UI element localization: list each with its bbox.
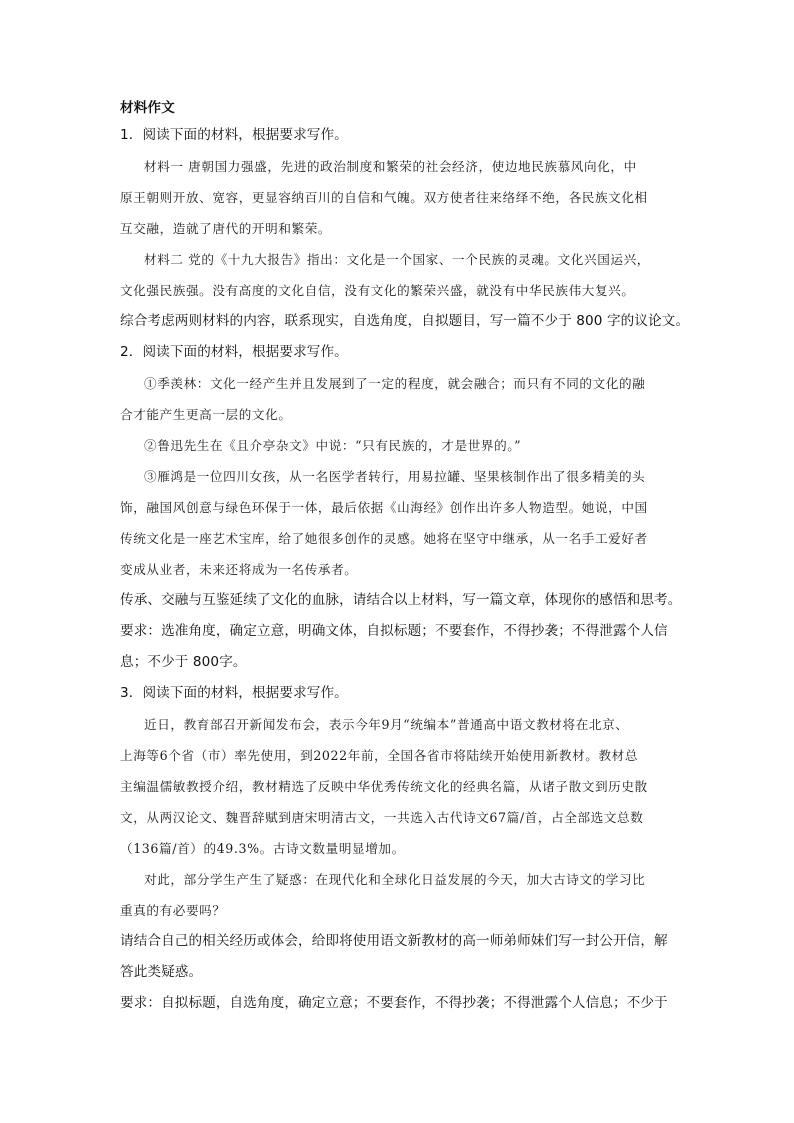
q2-requirements: 要求：选准角度，确定立意，明确文体，自拟标题；不要套作，不得抄袭；不得泄露个人信 bbox=[120, 623, 668, 639]
q2-material-line: 饰，融国风创意与绿色环保于一体，最后依据《山海经》创作出许多人物造型。她说，中国 bbox=[120, 500, 648, 515]
q2-material-line: 变成从业者，未来还将成为一名传承者。 bbox=[120, 562, 358, 577]
q1-material-line: 互交融，造就了唐代的开明和繁荣。 bbox=[120, 221, 332, 236]
document-content bbox=[120, 96, 690, 1019]
q3-prompt: 3．阅读下面的材料，根据要求写作。 bbox=[120, 685, 348, 701]
q3-material-line: 近日，教育部召开新闻发布会，表示今年9月“统编本”普通高中语文教材将在北京、 bbox=[144, 717, 629, 732]
section-title: 材料作文 bbox=[120, 100, 175, 116]
q2-requirements-cont: 息；不少于 800字。 bbox=[120, 654, 247, 670]
q2-material-line: 传统文化是一座艺术宝库，给了她很多创作的灵感。她将在坚守中继承，从一名手工爱好者 bbox=[120, 531, 648, 546]
q1-material-line: 材料一 唐朝国力强盛，先进的政治制度和繁荣的社会经济，使边地民族慕风向化，中 bbox=[144, 159, 637, 174]
q2-material-line: 合才能产生更高一层的文化。 bbox=[120, 407, 292, 422]
q3-material-line: 文，从两汉论文、魏晋辞赋到唐宋明清古文，一共选入古代诗文67篇/首，占全部选文总数 bbox=[120, 810, 644, 825]
q3-material-line: 上海等6个省（市）率先使用，到2022年前，全国各省市将陆续开始使用新教材。教材总 bbox=[120, 748, 639, 763]
q2-material-line: ②鲁迅先生在《且介亭杂文》中说：“只有民族的，才是世界的。” bbox=[144, 438, 522, 453]
q2-task: 传承、交融与互鉴延续了文化的血脉，请结合以上材料，写一篇文章，体现你的感悟和思考。 bbox=[120, 592, 682, 608]
q1-task: 综合考虑两则材料的内容，联系现实，自选角度，自拟题目，写一篇不少于 800 字的议论文。 bbox=[120, 313, 690, 329]
q2-material-line: ③雁鸿是一位四川女孩，从一名医学者转行，用易拉罐、坚果核制作出了很多精美的头 bbox=[144, 469, 646, 484]
q3-task-cont: 答此类疑惑。 bbox=[120, 964, 203, 980]
q3-material-line: 主编温儒敏教授介绍，教材精选了反映中华优秀传统文化的经典名篇，从诸子散文到历史散 bbox=[120, 779, 648, 794]
q1-material-line: 文化强民族强。没有高度的文化自信，没有文化的繁荣兴盛，就没有中华民族伟大复兴。 bbox=[120, 283, 635, 298]
q3-requirements: 要求：自拟标题，自选角度，确定立意；不要套作，不得抄袭；不得泄露个人信息；不少于 bbox=[120, 995, 668, 1011]
q1-material-line: 原王朝则开放、宽容，更显容纳百川的自信和气魄。双方使者往来络绎不绝，各民族文化相 bbox=[120, 190, 648, 205]
q3-material-line: 对此，部分学生产生了疑惑：在现代化和全球化日益发展的今天，加大古诗文的学习比 bbox=[144, 872, 646, 887]
q1-prompt: 1．阅读下面的材料，根据要求写作。 bbox=[120, 127, 348, 143]
q3-task: 请结合自己的相关经历或体会，给即将使用语文新教材的高一师弟师妹们写一封公开信，解 bbox=[120, 933, 668, 949]
q2-material-line: ①季羡林：文化一经产生并且发展到了一定的程度，就会融合；而只有不同的文化的融 bbox=[144, 376, 646, 391]
q2-prompt: 2．阅读下面的材料，根据要求写作。 bbox=[120, 344, 348, 360]
q1-material-line: 材料二 党的《十九大报告》指出：文化是一个国家、一个民族的灵魂。文化兴国运兴， bbox=[144, 252, 650, 267]
q3-material-line: （136篇/首）的49.3%。古诗文数量明显增加。 bbox=[120, 841, 405, 856]
q3-material-line: 重真的有必要吗？ bbox=[120, 903, 226, 918]
